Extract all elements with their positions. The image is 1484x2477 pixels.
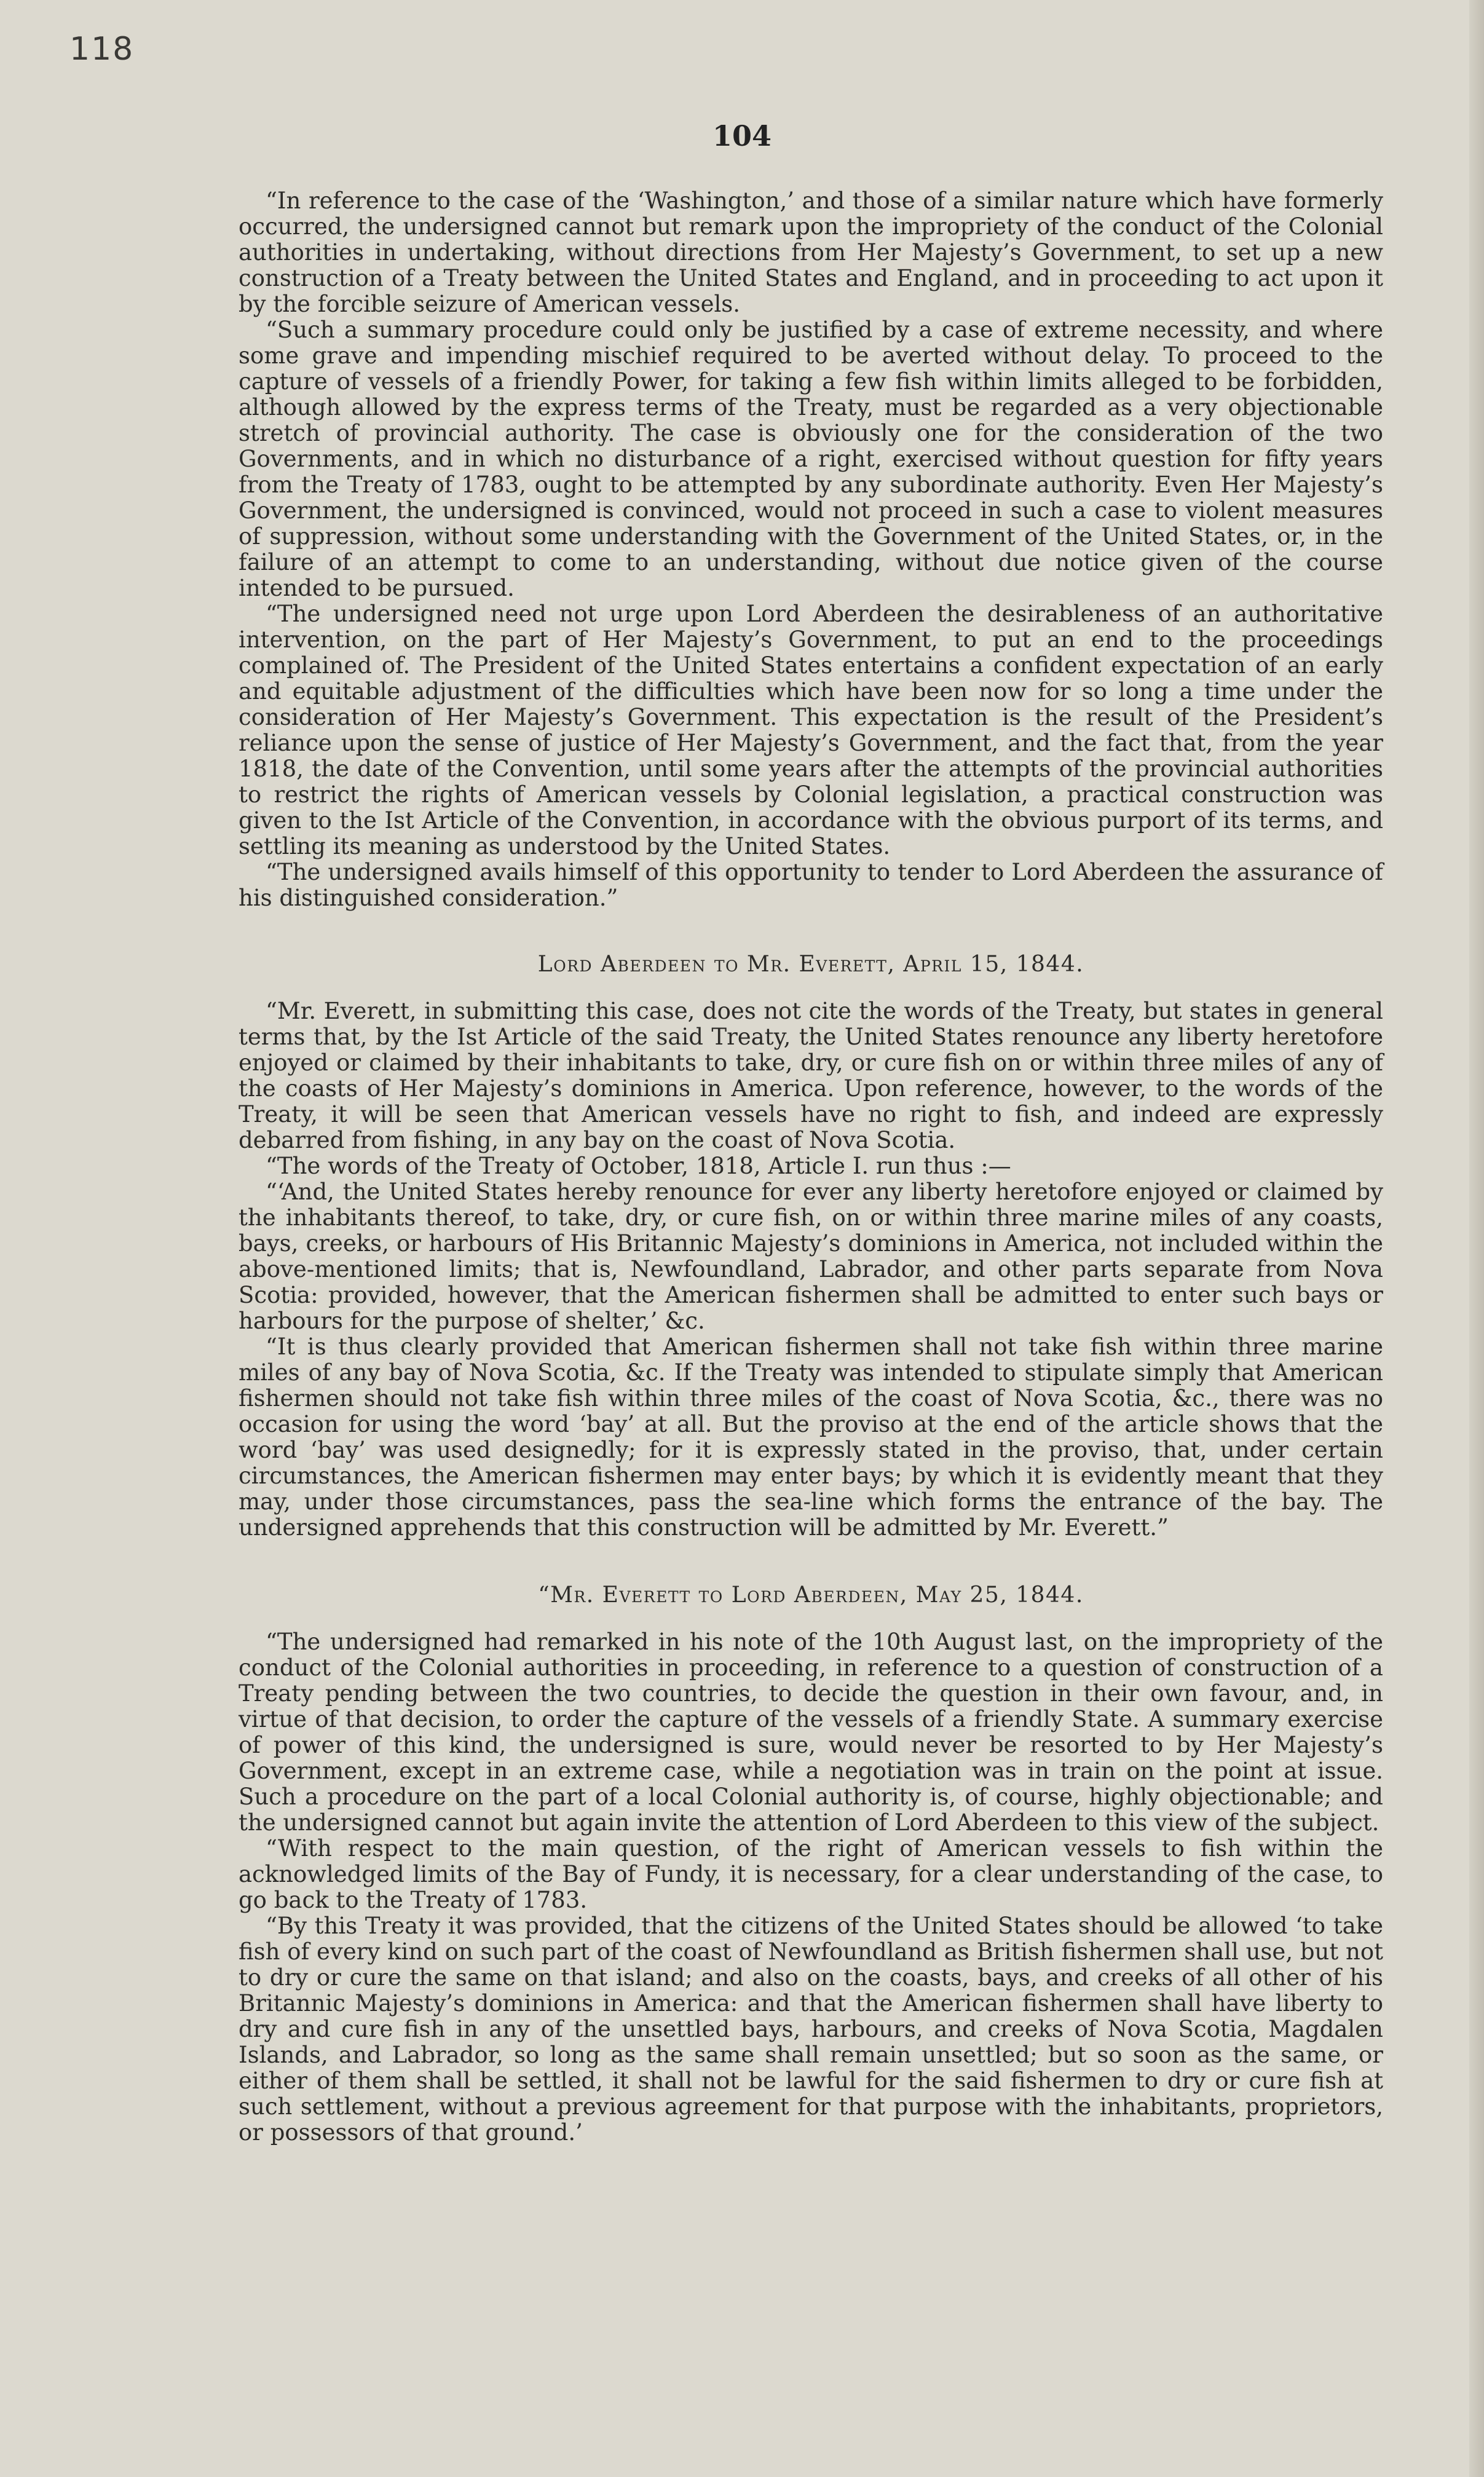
paragraph: “It is thus clearly provided that American fishermen shall not take fish within three marine miles of any bay of Nova Scotia, &c. If the Treaty was intended to stipulate simply that American fishermen should not take fish within three miles of the coast of Nova Scotia, &c., there was no occasion for using the word ‘bay’ at all. But the proviso at the end of the article shows that the word ‘bay’ was used designedly; for it is expressly stated in the proviso, that, under certain circumstances, the American fishermen may enter bays; by which it is evidently meant that they may, under those circumstances, pass the sea-line which forms the entrance of the bay. The undersigned apprehends that this construction will be admitted by Mr. Everett.”: [239, 1333, 1383, 1541]
page-edge: [1469, 0, 1484, 2477]
paragraph: “Mr. Everett, in submitting this case, does not cite the words of the Treaty, but states in general terms that, by the Ist Article of the said Treaty, the United States renounce any liberty heretofore enjoyed or claimed by their inhabitants to take, dry, or cure fish on or within three miles of any of the coasts of Her Majesty’s dominions in America. Upon reference, however, to the words of the Treaty, it will be seen that American vessels have no right to fish, and indeed are expressly debarred from fishing, in any bay on the coast of Nova Scotia.: [239, 998, 1383, 1153]
section-heading: Lord Aberdeen to Mr. Everett, April 15, 1844.: [537, 952, 1084, 977]
outer-page-number: 118: [69, 31, 135, 68]
paragraph: “In reference to the case of the ‘Washington,’ and those of a similar nature which have formerly occurred, the undersigned cannot but remark upon the impropriety of the conduct of the Colonial authorities in undertaking, without directions from Her Majesty’s Government, to set up a new construction of a Treaty between the United States and England, and in proceeding to act upon it by the forcible seizure of American vessels.: [239, 188, 1383, 317]
paragraph: “The words of the Treaty of October, 1818, Article I. run thus :—: [266, 1153, 1011, 1179]
paragraph: “‘And, the United States hereby renounce for ever any liberty heretofore enjoyed or claimed by the inhabitants thereof, to take, dry, or cure fish, on or within three marine miles of any coasts, bays, creeks, or harbours of His Britannic Majesty’s dominions in America, not included within the above-mentioned limits; that is, Newfoundland, Labrador, and other parts separate from Nova Scotia: provided, however, that the American fishermen shall be admitted to enter such bays or harbours for the purpose of shelter,’ &c.: [239, 1179, 1383, 1334]
paragraph: “With respect to the main question, of the right of American vessels to fish within the acknowledged limits of the Bay of Fundy, it is necessary, for a clear understanding of the case, to go back to the Treaty of 1783.: [239, 1835, 1383, 1913]
paragraph: “By this Treaty it was provided, that the citizens of the United States should be allowed ‘to take fish of every kind on such part of the coast of Newfoundland as British fishermen shall use, but not to dry or cure the same on that island; and also on the coasts, bays, and creeks of all other of his Britannic Majesty’s dominions in America: and that the American fishermen shall have liberty to dry and cure fish in any of the unsettled bays, harbours, and creeks of Nova Scotia, Magdalen Islands, and Labrador, so long as the same shall remain unsettled; but so soon as the same, or either of them shall be settled, it shall not be lawful for the said fishermen to dry or cure fish at such settlement, without a previous agreement for that purpose with the inhabitants, proprietors, or possessors of that ground.’: [239, 1913, 1383, 2146]
paragraph: “The undersigned need not urge upon Lord Aberdeen the desirableness of an authoritative intervention, on the part of Her Majesty’s Government, to put an end to the proceedings complained of. The President of the United States entertains a confident expectation of an early and equitable adjustment of the difficulties which have been now for so long a time under the consideration of Her Majesty’s Government. This expectation is the result of the President’s reliance upon the sense of justice of Her Majesty’s Government, and the fact that, from the year 1818, the date of the Convention, until some years after the attempts of the provincial authorities to restrict the rights of American vessels by Colonial legislation, a practical construction was given to the Ist Article of the Convention, in accordance with the obvious purport of its terms, and settling its meaning as understood by the United States.: [239, 601, 1383, 859]
section-heading: “Mr. Everett to Lord Aberdeen, May 25, 1844.: [538, 1582, 1084, 1608]
document-body: [239, 188, 1383, 2146]
paragraph: “The undersigned had remarked in his note of the 10th August last, on the impropriety of the conduct of the Colonial authorities in proceeding, in reference to a question of construction of a Treaty pending between the two countries, to decide the question in their own favour, and, in virtue of that decision, to order the capture of the vessels of a friendly State. A summary exercise of power of this kind, the undersigned is sure, would never be resorted to by Her Majesty’s Government, except in an extreme case, while a negotiation was in train on the point at issue. Such a procedure on the part of a local Colonial authority is, of course, highly objectionable; and the undersigned cannot but again invite the attention of Lord Aberdeen to this view of the subject.: [239, 1629, 1383, 1836]
paragraph: “The undersigned avails himself of this opportunity to tender to Lord Aberdeen the assurance of his distinguished consideration.”: [239, 859, 1383, 911]
page-number: 104: [712, 119, 772, 152]
paragraph: “Such a summary procedure could only be justified by a case of extreme necessity, and where some grave and impending mischief required to be averted without delay. To proceed to the capture of vessels of a friendly Power, for taking a few fish within limits alleged to be forbidden, although allowed by the express terms of the Treaty, must be regarded as a very objectionable stretch of provincial authority. The case is obviously one for the consideration of the two Governments, and in which no disturbance of a right, exercised without question for fifty years from the Treaty of 1783, ought to be attempted by any subordinate authority. Even Her Majesty’s Government, the undersigned is convinced, would not proceed in such a case to violent measures of suppression, without some understanding with the Government of the United States, or, in the failure of an attempt to come to an understanding, without due notice given of the course intended to be pursued.: [239, 317, 1383, 601]
